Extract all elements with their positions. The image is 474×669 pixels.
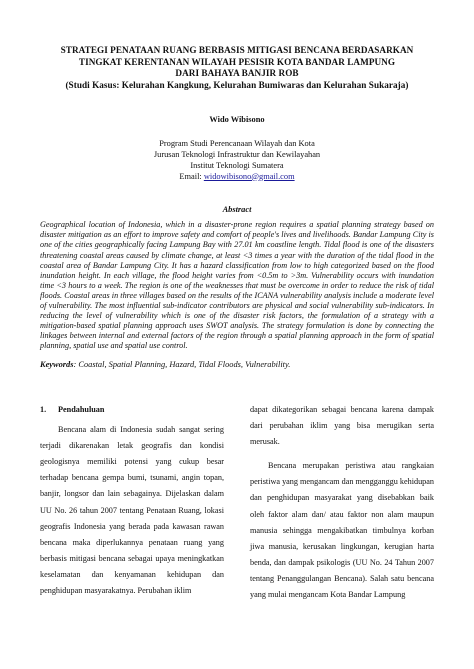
section-title: Pendahuluan xyxy=(58,404,105,414)
email-line xyxy=(40,172,434,183)
email-link[interactable]: widowibisono@gmail.com xyxy=(203,171,295,181)
author-block xyxy=(40,115,434,182)
title-line-2: TINGKAT KERENTANAN WILAYAH PESISIR KOTA BANDAR LAMPUNG xyxy=(78,56,396,67)
affiliation-line-1: Program Studi Perencanaan Wilayah dan Kota xyxy=(159,139,315,149)
keywords-text: : Coastal, Spatial Planning, Hazard, Tidal Floods, Vulnerability. xyxy=(73,359,291,369)
section-number: 1. xyxy=(40,404,47,414)
abstract-heading: Abstract xyxy=(222,205,252,215)
affiliation-line-3: Institut Teknologi Sumatera xyxy=(190,160,284,170)
left-column xyxy=(40,402,224,611)
paragraph-2: Bencana merupakan peristiwa atau rangkaian peristiwa yang mengancam dan mengganggu kehidupan dan penghidupan masyarakat yang disebabkan baik oleh faktor alam dan/ atau faktor non alam maupun manusia sehingga mengakibatkan timbulnya korban jiwa manusia, kerusakan lingkungan, kerugian harta benda, dan dampak psikologis (UU No. 24 Tahun 2007 tentang Penanggulangan Bencana). Salah satu bencana yang mulai mengancam Kota Bandar Lampung xyxy=(250,461,434,599)
keywords-line xyxy=(40,360,434,369)
keywords-label: Keywords xyxy=(40,359,74,369)
title-line-1: STRATEGI PENATAAN RUANG BERBASIS MITIGASI BENCANA BERDASARKAN xyxy=(60,45,414,55)
paragraph-continuation: dapat dikategorikan sebagai bencana karena dampak dari perubahan iklim yang bisa merugikan serta merusak. xyxy=(250,404,434,447)
abstract-text: Geographical location of Indonesia, which in a disaster-prone region requires a spatial planning strategy based on disaster mitigation as an effort to improve safety and comfort of people's lives and livelihoods. Bandar Lampung City is one of the cities geographically facing Lampung Bay with 27.01 km coastline length. Tidal flood is one of the disasters threatening coastal areas caused by climate change, at least <3 times a year with the duration of the tidal flood in the coastal area of Bandar Lampung City. It has a hazard classification from low to high categorized based on the flood inundation height. In each village, the flood height varies from <0.5m to >3m. Vulnerability occurs with inundation time <3 hours to a week. The region is one of the weaknesses that must be overcome in order to reduce the risk of tidal floods. Coastal areas in three villages based on the results of the ICANA vulnerability analysis include a moderate level of vulnerability. The most influential sub-indicator contributors are physical and social vulnerability sub-indicators. In reducing the level of vulnerability which is one of the disaster risk factors, the formulation of a strategy with a mitigation-based spatial planning approach uses SWOT analysis. The strategy formulation is done by connecting the linkages between internal and external factors of the region through a spatial planning approach in the form of spatial planning, spatial use and spatial use control. xyxy=(40,220,434,350)
body-columns xyxy=(40,402,434,611)
title-line-4: (Studi Kasus: Kelurahan Kangkung, Kelurahan Bumiwaras dan Kelurahan Sukaraja) xyxy=(65,79,409,90)
paper-title xyxy=(40,45,434,91)
author-name: Wido Wibisono xyxy=(209,115,265,125)
email-label: Email: xyxy=(179,171,202,181)
right-column xyxy=(250,402,434,611)
section-heading xyxy=(40,402,224,418)
paragraph-1: Bencana alam di Indonesia sudah sangat sering terjadi dikarenakan letak geografis dan kondisi geologisnya memiliki potensi yang cukup besar terhadap bencana gempa bumi, tsunami, angin topan, banjir, longsor dan lain sebagainya. Dijelaskan dalam UU No. 26 tahun 2007 tentang Penataan Ruang, lokasi geografis Indonesia yang berada pada kawasan rawan bencana maka diperlukannya penataan ruang yang berbasis mitigasi bencana sebagai upaya meningkatkan keselamatan dan kenyamanan kehidupan dan penghidupan masyarakatnya. Perubahan iklim xyxy=(40,425,224,595)
affiliation-line-2: Jurusan Teknologi Infrastruktur dan Kewilayahan xyxy=(153,149,321,159)
title-line-3: DARI BAHAYA BANJIR ROB xyxy=(175,68,299,79)
